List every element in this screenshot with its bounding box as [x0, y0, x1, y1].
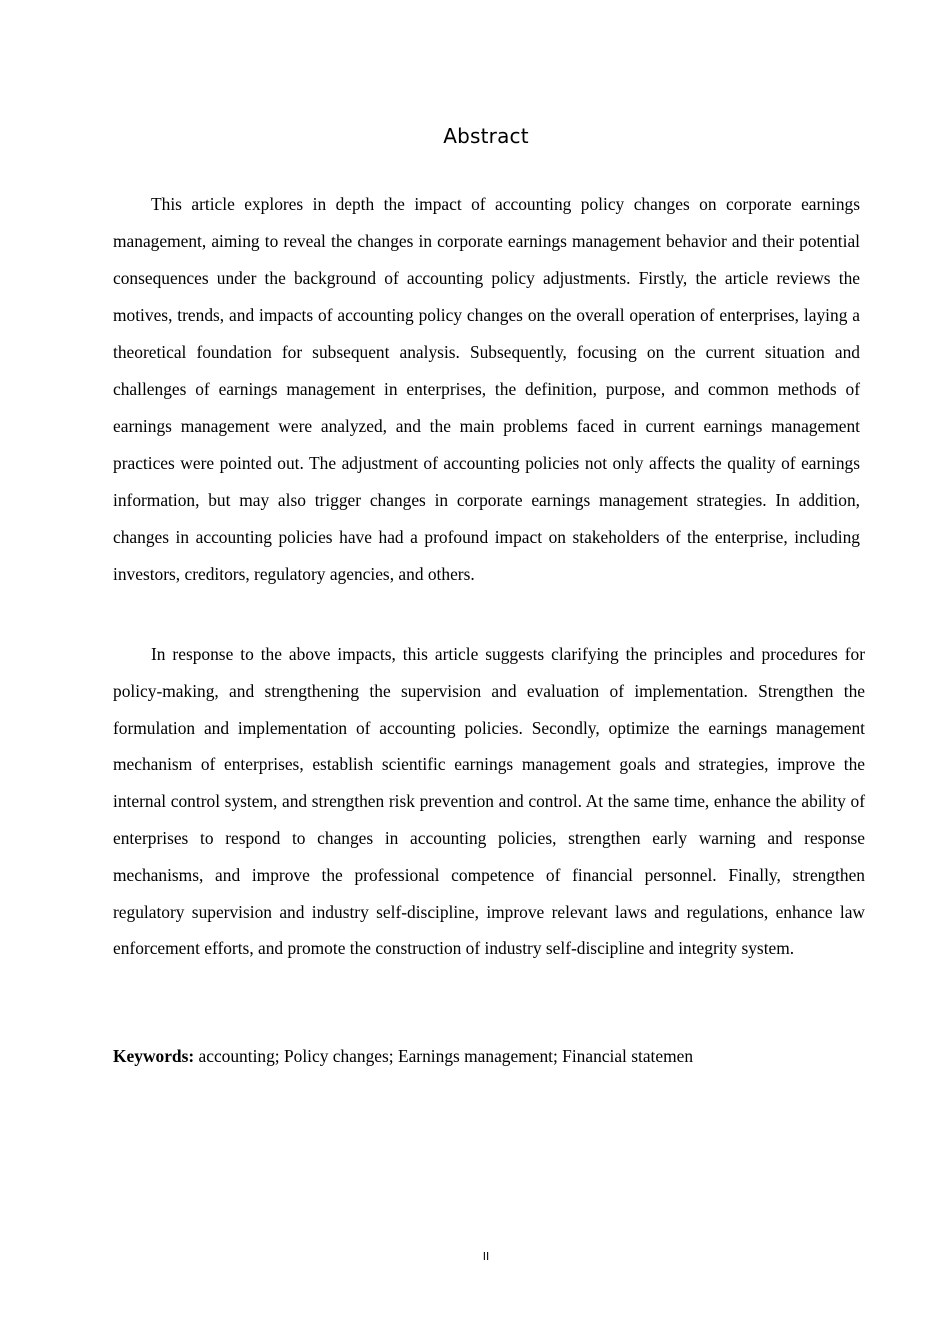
- keywords-label: Keywords:: [113, 1046, 195, 1066]
- abstract-paragraph-1: This article explores in depth the impact of accounting policy changes on corporate earnings management, aiming to reveal the changes in corporate earnings management behavior and their potential consequences under the background of accounting policy adjustments. Firstly, the article reviews the motives, trends, and impacts of accounting policy changes on the overall operation of enterprises, laying a theoretical foundation for subsequent analysis. Subsequently, focusing on the current situation and challenges of earnings management in enterprises, the definition, purpose, and common methods of earnings management were analyzed, and the main problems faced in current earnings management practices were pointed out. The adjustment of accounting policies not only affects the quality of earnings information, but may also trigger changes in corporate earnings management strategies. In addition, changes in accounting policies have had a profound impact on stakeholders of the enterprise, including investors, creditors, regulatory agencies, and others.: [113, 194, 860, 584]
- abstract-title: Abstract: [443, 124, 529, 148]
- page-number: II: [482, 1250, 490, 1263]
- keywords-line: [113, 1046, 693, 1067]
- keywords-text: accounting; Policy changes; Earnings management; Financial statemen: [194, 1046, 694, 1066]
- abstract-paragraph-2: In response to the above impacts, this article suggests clarifying the principles and procedures for policy-making, and strengthening the supervision and evaluation of implementation. Strengthen the formulation and implementation of accounting policies. Secondly, optimize the earnings management mechanism of enterprises, establish scientific earnings management goals and strategies, improve the internal control system, and strengthen risk prevention and control. At the same time, enhance the ability of enterprises to respond to changes in accounting policies, strengthen early warning and response mechanisms, and improve the professional competence of financial personnel. Finally, strengthen regulatory supervision and industry self-discipline, improve relevant laws and regulations, enhance law enforcement efforts, and promote the construction of industry self-discipline and integrity system.: [113, 644, 865, 959]
